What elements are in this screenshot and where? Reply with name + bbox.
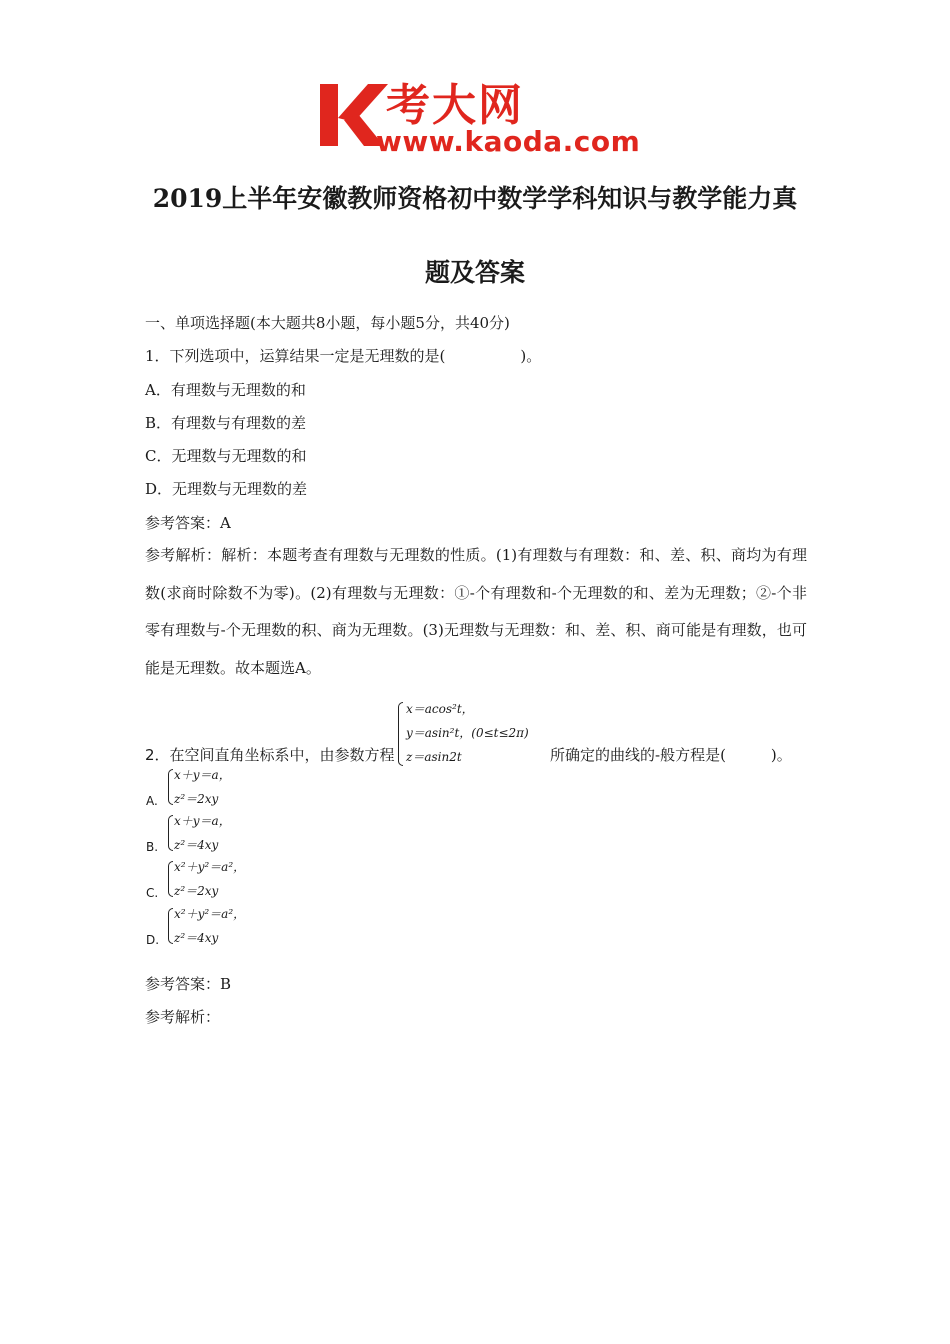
question-2-answer: 参考答案：B <box>145 975 232 993</box>
param-eq-z: z＝asin2t <box>406 750 462 764</box>
option-eq1: x＋y＝a， <box>174 768 231 782</box>
logo-brand-text: 考大网 <box>386 80 524 131</box>
question-1-stem: 1．下列选项中，运算结果一定是无理数的是( )。 <box>145 347 542 365</box>
option-eq2: z²＝2xy <box>174 792 219 806</box>
option-letter: B. <box>146 840 159 854</box>
document-title-line2: 题及答案 <box>424 258 525 287</box>
question-2-option-c <box>146 858 276 900</box>
question-2-stem-prefix: 2．在空间直角坐标系中，由参数方程 <box>145 746 395 764</box>
question-1-option-c: C．无理数与无理数的和 <box>145 447 307 465</box>
parametric-system <box>396 700 556 770</box>
question-2-option-a <box>146 766 266 808</box>
question-1-answer: 参考答案：A <box>145 514 231 532</box>
option-letter: C. <box>146 886 159 900</box>
param-eq-y: y＝asin²t，(0≤t≤2π) <box>406 726 529 740</box>
kaoda-logo[interactable] <box>318 78 648 158</box>
option-eq1: x²＋y²＝a²， <box>174 860 246 874</box>
option-eq1: x＋y＝a， <box>174 814 231 828</box>
question-1-analysis: 参考解析：解析：本题考查有理数与无理数的性质。(1)有理数与有理数：和、差、积、商均为有理数(求商时除数不为零)。(2)有理数与无理数：①-个有理数和-个无理数的和、差为无理数；②-个非零有理数与-个无理数的积、商为无理数。(3)无理数与无理数：和、差、积、商可能是有理数，也可能是无理数。故本题选A。 <box>145 546 807 677</box>
document-title-line1: 2019上半年安徽教师资格初中数学学科知识与教学能力真 <box>152 184 798 213</box>
question-2-stem-suffix: 所确定的曲线的-般方程是( )。 <box>550 746 792 764</box>
logo-url-text: www.kaoda.com <box>376 125 641 158</box>
option-eq2: z²＝4xy <box>174 931 219 945</box>
question-2-option-b <box>146 812 266 854</box>
param-eq-x: x＝acos²t， <box>406 702 474 716</box>
option-eq1: x²＋y²＝a²， <box>174 907 246 921</box>
option-letter: D. <box>146 933 160 947</box>
question-1-option-b: B．有理数与有理数的差 <box>145 414 307 432</box>
option-eq2: z²＝4xy <box>174 838 219 852</box>
option-eq2: z²＝2xy <box>174 884 219 898</box>
question-1-option-d: D．无理数与无理数的差 <box>145 480 308 498</box>
brace-icon <box>168 908 173 944</box>
brace-icon <box>168 769 173 805</box>
option-letter: A. <box>146 794 158 808</box>
brace-icon <box>398 702 403 766</box>
brace-icon <box>168 815 173 851</box>
question-1-option-a: A．有理数与无理数的和 <box>145 381 306 399</box>
question-2-analysis: 参考解析： <box>145 1008 221 1026</box>
section-heading: 一、单项选择题(本大题共8小题，每小题5分，共40分) <box>145 314 510 332</box>
question-2-option-d <box>146 905 276 947</box>
brace-icon <box>168 861 173 897</box>
